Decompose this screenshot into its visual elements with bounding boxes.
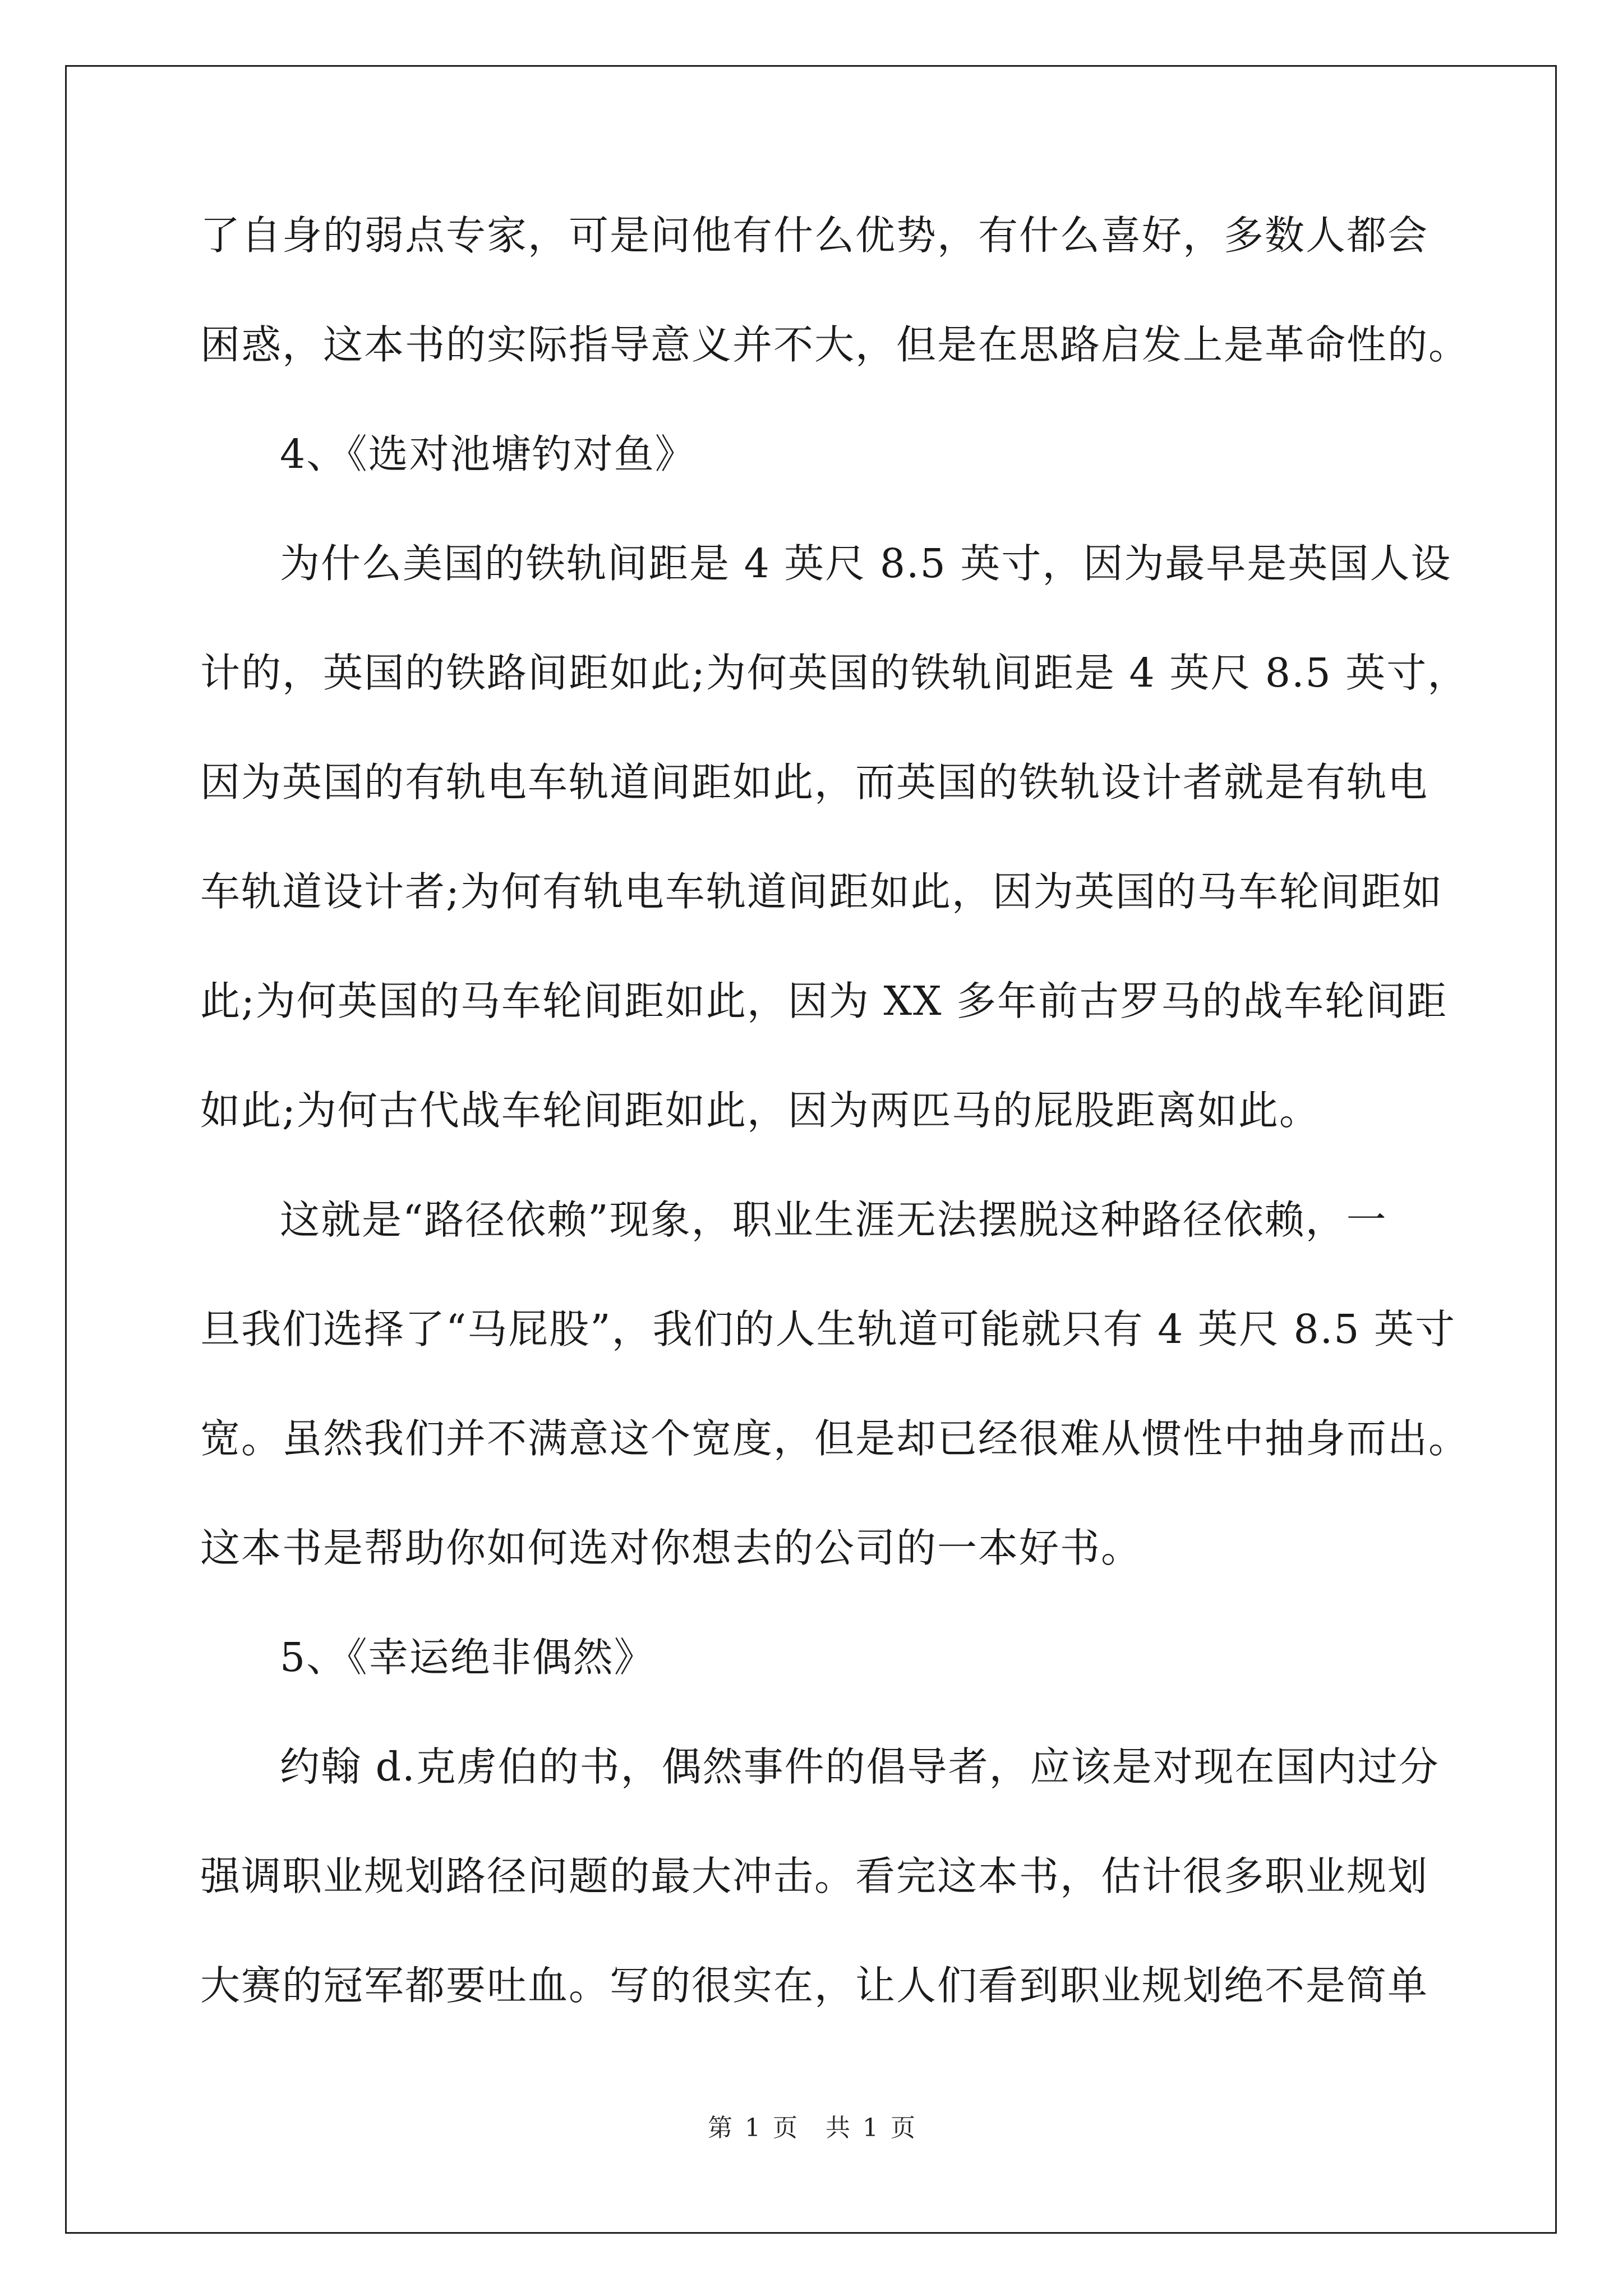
text-line: 约翰 d.克虏伯的书，偶然事件的倡导者，应该是对现在国内过分 bbox=[280, 1743, 1440, 1790]
section-heading-4: 4、《选对池塘钓对鱼》 bbox=[280, 431, 696, 477]
section-heading-5: 5、《幸运绝非偶然》 bbox=[280, 1634, 655, 1681]
text-line: 强调职业规划路径问题的最大冲击。看完这本书，估计很多职业规划 bbox=[200, 1853, 1429, 1899]
text-line: 这就是“路径依赖”现象，职业生涯无法摆脱这种路径依赖，一 bbox=[280, 1197, 1387, 1243]
page-footer bbox=[0, 2111, 1623, 2145]
text-line: 这本书是帮助你如何选对你想去的公司的一本好书。 bbox=[200, 1525, 1142, 1571]
page-number: 第 1 页 bbox=[708, 2114, 797, 2142]
text-line: 了自身的弱点专家，可是问他有什么优势，有什么喜好，多数人都会 bbox=[200, 212, 1429, 259]
text-line: 宽。虽然我们并不满意这个宽度，但是却已经很难从惯性中抽身而出。 bbox=[200, 1415, 1470, 1462]
text-line: 如此;为何古代战车轮间距如此，因为两匹马的屁股距离如此。 bbox=[200, 1087, 1320, 1134]
text-line: 大赛的冠军都要吐血。写的很实在，让人们看到职业规划绝不是简单 bbox=[200, 1962, 1429, 2009]
text-line: 计的，英国的铁路间距如此;为何英国的铁轨间距是 4 英尺 8.5 英寸， bbox=[200, 650, 1469, 696]
text-line: 车轨道设计者;为何有轨电车轨道间距如此，因为英国的马车轮间距如 bbox=[200, 868, 1443, 915]
text-line: 为什么美国的铁轨间距是 4 英尺 8.5 英寸，因为最早是英国人设 bbox=[280, 540, 1452, 587]
text-line: 旦我们选择了“马屁股”，我们的人生轨道可能就只有 4 英尺 8.5 英寸 bbox=[200, 1306, 1456, 1352]
text-line: 因为英国的有轨电车轨道间距如此，而英国的铁轨设计者就是有轨电 bbox=[200, 759, 1429, 806]
text-line: 此;为何英国的马车轮间距如此，因为 XX 多年前古罗马的战车轮间距 bbox=[200, 978, 1448, 1024]
page-total: 共 1 页 bbox=[826, 2114, 915, 2142]
text-line: 困惑，这本书的实际指导意义并不大，但是在思路启发上是革命性的。 bbox=[200, 321, 1470, 368]
